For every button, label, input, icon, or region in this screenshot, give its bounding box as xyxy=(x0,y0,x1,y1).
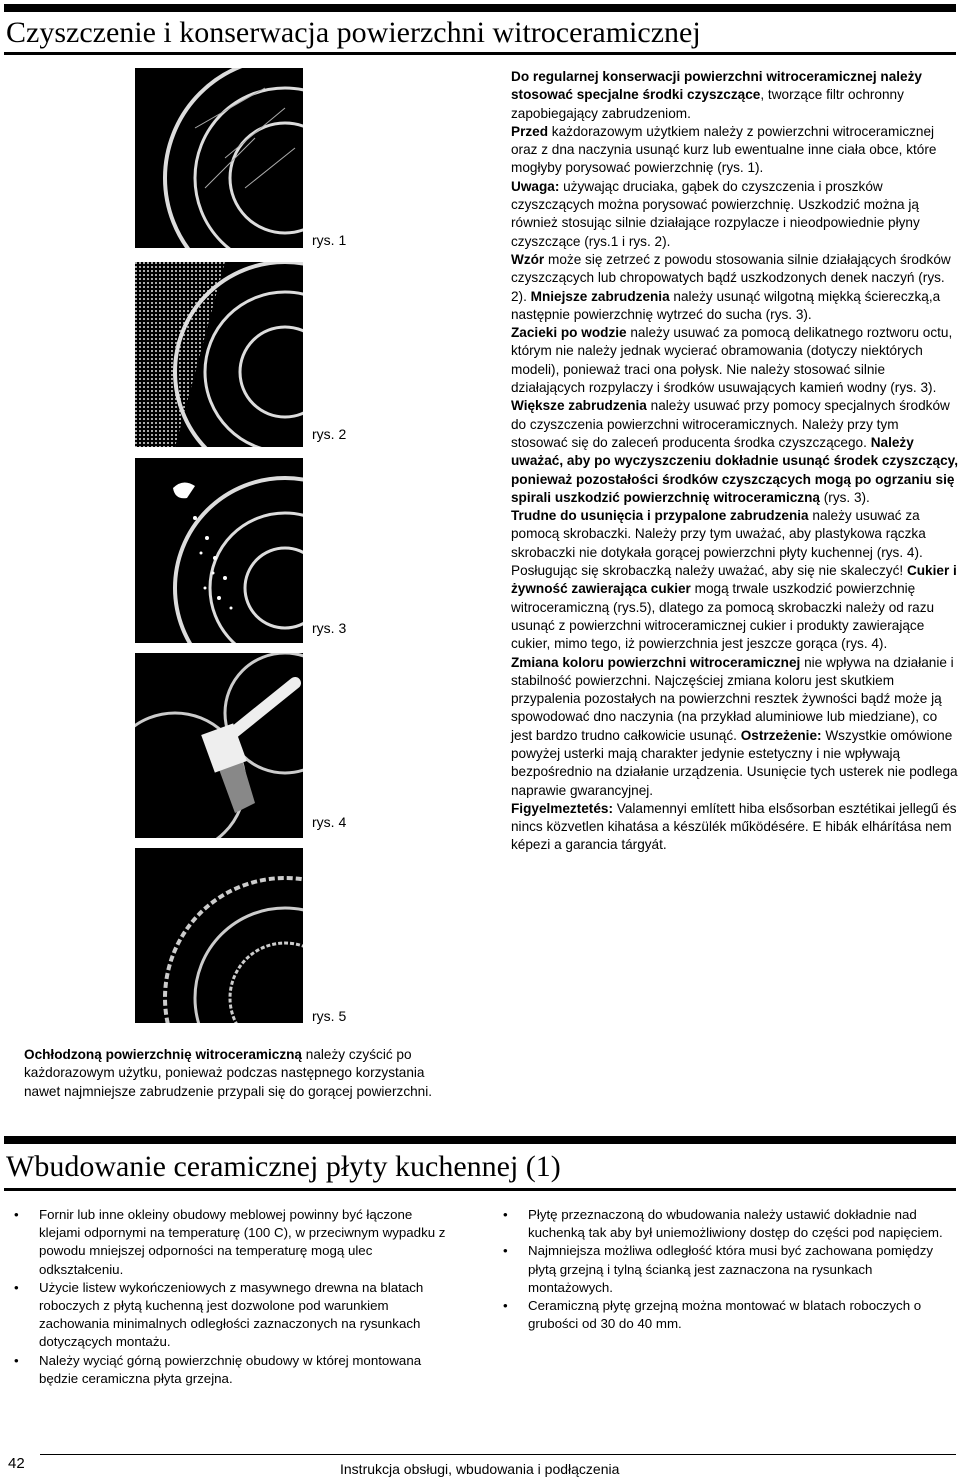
figure-1-image xyxy=(135,68,303,248)
title-underline xyxy=(4,52,956,55)
paragraph-8: Figyelmeztetés: Valamennyi említett hiba elsősorban esztétikai jellegű és nincs közvetlen kihatása a készülék működésére. E hibák elhárítása nem képezi a garancia tárgyát. xyxy=(511,800,957,853)
figure-3-label: rys. 3 xyxy=(312,620,347,636)
section2-top-rule xyxy=(4,1136,956,1144)
left-note xyxy=(24,1046,464,1101)
footer-title: Instrukcja obsługi, wbudowania i podłączenia xyxy=(340,1461,620,1477)
list-item: • Należy wyciąć górną powierzchnię obudowy w której montowana będzie ceramiczna płyta grzejna. xyxy=(10,1352,450,1388)
figure-2-image xyxy=(135,262,303,447)
figure-1-label: rys. 1 xyxy=(312,232,347,248)
top-rule xyxy=(4,4,956,12)
section2-underline xyxy=(4,1188,956,1191)
figure-5-label: rys. 5 xyxy=(312,1008,347,1024)
paragraph-2: Przed każdorazowym użytkiem należy z powierzchni witroceramicznej oraz z dna naczynia usunąć kurz lub ewentualne inne ciała obce, które mogłyby porysować powierzchnię (rys. 1). xyxy=(511,123,937,176)
paragraph-7: Zmiana koloru powierzchni witroceramicznej nie wpływa na działanie i stabilność powierzchni. Najczęściej zmiana koloru jest skutkiem przypalenia pozostałych na powierzchni resztek żywności bądź może ją spowodować dno naczynia (na przykład aluminiowe lub miedziane), co jest bardzo trudno całkowicie usunąć. Ostrzeżenie: Wszystkie omówione powyżej usterki mają charakter jedynie estetyczny i nie wpływają bezpośrednio na działanie urządzenia. Usunięcie tych usterek nie podlega naprawie gwarancyjnej. xyxy=(511,654,958,798)
figure-5-image xyxy=(135,848,303,1023)
figure-4-label: rys. 4 xyxy=(312,814,347,830)
footer-rule xyxy=(40,1454,956,1455)
right-column-text xyxy=(511,68,958,855)
paragraph-1: Do regularnej konserwacji powierzchni witroceramicznej należy stosować specjalne środki czyszczące, tworzące filtr ochronny zapobiegający zabrudzeniom. xyxy=(511,69,922,121)
left-note-rest: po każdorazowym użytku, ponieważ podczas następnego korzystania nawet najmniejsze zabrudzenie przypali się do gorącej powierzchni. xyxy=(24,1047,433,1099)
section-title-installation: Wbudowanie ceramicznej płyty kuchennej (1) xyxy=(6,1150,561,1183)
paragraph-5: Zacieki po wodzie należy usuwać za pomocą delikatnego roztworu octu, którym nie należy jednak wycierać obramowania (dotyczy niektórych modeli), ponieważ traci ona połysk. Nie należy stosować silnie działających rozpylaczy i środków usuwających kamień wodny (rys. 3). Większe zabrudzenia należy usuwać przy pomocy specjalnych środków do czyszczenia powierzchni witroceramicznych. Należy przy tym stosować się do zaleceń producenta środka czyszczącego. Należy uważać, aby po wyczyszczeniu dokładnie usunąć środek czyszczący, ponieważ pozostałości środków czyszczących mogą po ogrzaniu się spirali uszkodzić powierzchnię witroceramiczną (rys. 3). xyxy=(511,325,959,505)
figure-4-image xyxy=(135,653,303,838)
installation-list-right xyxy=(499,1206,951,1333)
list-item: • Płytę przeznaczoną do wbudowania należy ustawić dokładnie nad kuchenką tak aby był uniemożliwiony dostęp do części pod napięciem. xyxy=(499,1206,951,1242)
list-item: • Fornir lub inne okleiny obudowy meblowej powinny być łączone klejami odpornymi na temperaturę (100 C), w przeciwnym wypadku z powodu mniejszej odporności na temperaturę mogą ulec odkształceniu. xyxy=(10,1206,450,1279)
page-number: 42 xyxy=(8,1455,25,1472)
paragraph-6: Trudne do usunięcia i przypalone zabrudzenia należy usuwać za pomocą skrobaczki. Należy przy tym uważać, aby plastykowa rączka skrobaczki nie dotykała gorącej powierzchni płyty kuchennej (rys. 4). Posługując się skrobaczką należy uważać, aby się nie skaleczyć! Cukier i żywność zawierająca cukier mogą trwale uszkodzić powierzchnię witroceramiczną (rys.5), dlatego za pomocą skrobaczki należy od razu usunąć z powierzchni witroceramicznej cukier i produkty zawierające cukier, mimo tego, iż powierzchnia jest jeszcze gorąca (rys. 4). xyxy=(511,508,957,652)
section-title-cleaning: Czyszczenie i konserwacja powierzchni witroceramicznej xyxy=(6,16,701,49)
left-note-mid: należy czyścić xyxy=(301,1047,393,1062)
figure-2-label: rys. 2 xyxy=(312,426,347,442)
list-item: • Najmniejsza możliwa odległość która musi być zachowana pomiędzy płytą grzejną i tylną ścianką jest zaznaczona na rysunkach montażowych. xyxy=(499,1242,951,1297)
paragraph-3: Uwaga: używając druciaka, gąbek do czyszczenia i proszków czyszczących można porysować powierzchnię. Uszkodzić można ją również stosując silnie działające rozpylacze i nieodpowiednie płyny czyszczące (rys.1 i rys. 2). xyxy=(511,178,920,249)
figure-3-image xyxy=(135,458,303,643)
list-item: • Ceramiczną płytę grzejną można montować w blatach roboczych o grubości od 30 do 40 mm. xyxy=(499,1297,951,1333)
paragraph-4: Wzór może się zetrzeć z powodu stosowania silnie działających środków czyszczących lub chropowatych bądź uszkodzonych denek naczyń (rys. 2). Mniejsze zabrudzenia należy usunąć wilgotną miękką ściereczką,a następnie powierzchnię wytrzeć do sucha (rys. 3). xyxy=(511,251,951,322)
left-note-bold: Ochłodzoną powierzchnię witroceramiczną xyxy=(24,1047,302,1062)
list-item: • Użycie listew wykończeniowych z masywnego drewna na blatach roboczych z płytą kuchenną jest dozwolone pod warunkiem zachowania minimalnych odległości zaznaczonych na rysunkach dotyczących montażu. xyxy=(10,1279,450,1352)
installation-list-left xyxy=(10,1206,450,1388)
